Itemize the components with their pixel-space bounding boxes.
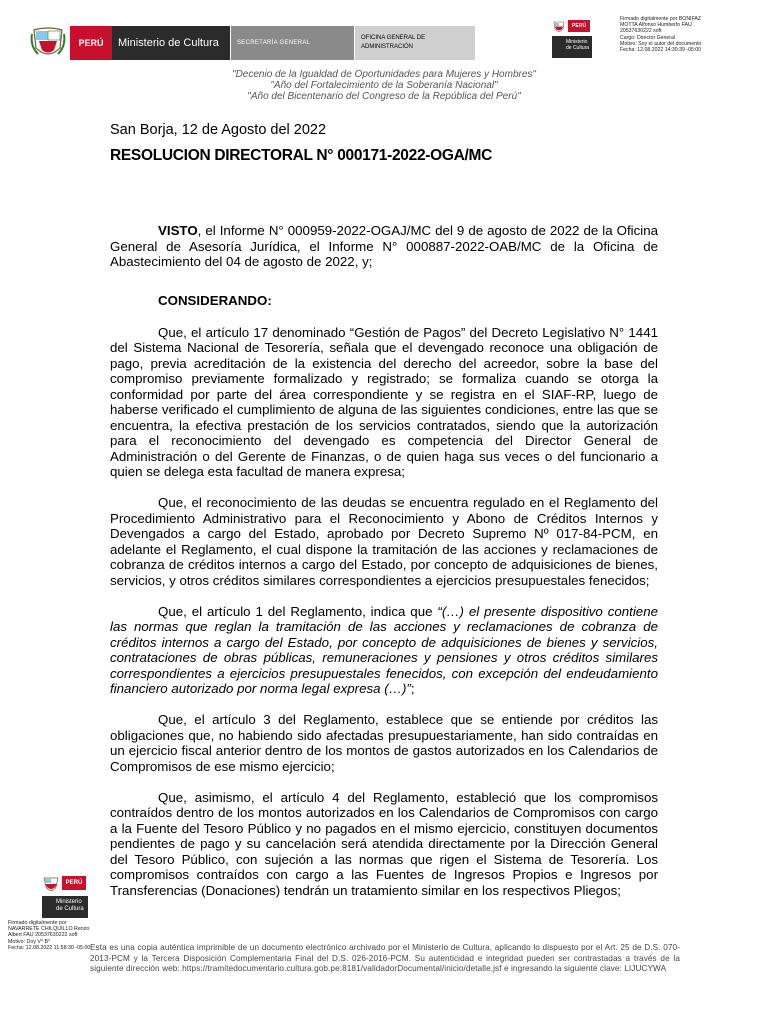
authenticity-note: Esta es una copia auténtica imprimible de un documento electrónico archivado por el Ministerio de Cultura, aplicando lo dispuesto por el Art. 25 de D.S. 070-2013-PCM y la Tercera Disposición Complementaria Final del D.S. 026-2016-PCM. Su autenticidad e integridad pueden ser contrastadas a través de la siguiente dirección web: https://tramitedocumentario.cultura.gob.pe:8181/validadorDocumental/inicio/detalle.jsf e ingresando la siguiente clave: LIJUCYWA <box>90 943 680 973</box>
visto-label: VISTO <box>158 223 198 238</box>
motto-line: "Año del Fortalecimiento de la Soberanía Nacional" <box>270 80 498 91</box>
paragraph-3-quote: “(…) el presente dispositivo contiene las normas que reglan la tramitación de las acciones y reclamaciones de cobranza de créditos internos a cargo del Estado, por concepto de adquisiciones de bienes y servicios, contrataciones de obras públicas, remuneraciones y pensiones y otros créditos similares correspondientes a ejercicios presupuestales fenecidos, con excepción del endeudamiento financiero autorizado por norma legal expresa (…)” <box>110 603 658 696</box>
place-date: San Borja, 12 de Agosto del 2022 <box>110 122 327 138</box>
visto-paragraph <box>110 223 658 270</box>
signature-line: Fecha: 12.08.2022 14:30:39 -05:00 <box>620 47 702 54</box>
oficina-label <box>355 26 475 60</box>
peru-label: PERÚ <box>70 26 112 60</box>
footer-signature-line: Firmado digitalmente por <box>8 920 67 926</box>
signature-line: MOTTA Alfonso Humberto FAU <box>620 22 692 29</box>
footer-logo-ministry: Ministerio de Cultura <box>42 896 88 918</box>
paragraph-3 <box>110 604 658 697</box>
paragraph-3-end: ; <box>410 681 415 696</box>
peru-coat-of-arms-icon <box>30 26 66 60</box>
paragraph-3-lead: Que, el artículo 1 del Reglamento, indica que <box>158 603 438 619</box>
coat-of-arms-icon <box>42 876 60 894</box>
footer-signature-line: NAVARRETE CHILQUILLO Renzo <box>8 926 90 933</box>
footer-signature-line: Motivo: Doy V° B° <box>8 938 51 945</box>
signature-logo-peru: PERÚ <box>568 20 590 32</box>
paragraph-2: Que, el reconocimiento de las deudas se encuentra regulado en el Reglamento del Procedimiento Administrativo para el Reconocimiento y Abono de Créditos Internos y Devengados a cargo del Estado, aprobado por Decreto Supremo Nº 017-84-PCM, en adelante el Reglamento, el cual dispone la tramitación de las acciones y reclamaciones de cobranza de créditos internos a cargo del Estado, por concepto de adquisiciones de bienes, servicios, y otros créditos similares correspondientes a ejercicios presupuestales fenecidos; <box>110 495 658 588</box>
visto-text: , el Informe N° 000959-2022-OGAJ/MC del 9 de agosto de 2022 de la Oficina General de Asesoría Jurídica, el Informe N° 000887-2022-OAB/MC de la Oficina de Abastecimiento del 04 de agosto de 2022, y; <box>110 223 658 269</box>
signature-line: Firmado digitalmente por BONIFAZ <box>620 16 702 22</box>
year-mottos <box>0 69 768 102</box>
document-body <box>110 223 658 898</box>
footer-logo <box>40 874 90 918</box>
ministry-label: Ministerio de Cultura <box>112 26 230 60</box>
resolution-title: RESOLUCION DIRECTORAL N° 000171-2022-OGA/MC <box>110 147 493 164</box>
secretaria-label: SECRETARÍA GENERAL <box>231 26 354 60</box>
paragraph-5: Que, asimismo, el artículo 4 del Reglamento, estableció que los compromisos contraídos dentro de los montos autorizados en los Calendarios de Compromisos con cargo a la Fuente del Tesoro Público y no pagados en el mismo ejercicio, constituyen documentos pendientes de pago y su cancelación será atendida directamente por la Dirección General del Tesoro Público, con sujeción a las normas que rigen el Sistema de Tesorería. Los compromisos contraídos con cargo a las Fuentes de Ingresos Propios e Ingresos por Transferencias (Donaciones) tendrán un tratamiento similar en los respectivos Pliegos; <box>110 789 658 898</box>
coat-of-arms-icon <box>552 20 566 34</box>
oficina-line-1: OFICINA GENERAL DE <box>361 35 426 41</box>
footer-signature-line: Fecha: 12.08.2022 11:58:30 -05:00 <box>8 944 91 951</box>
motto-line: "Año del Bicentenario del Congreso de la República del Perú" <box>247 91 521 102</box>
oficina-line-2: ADMINISTRACIÓN <box>361 44 414 50</box>
signature-details <box>620 16 760 53</box>
signature-line: Motivo: Soy el autor del documento <box>620 40 702 47</box>
signature-line: Cargo: Director General <box>620 34 676 41</box>
footer-logo-peru: PERÚ <box>62 876 86 890</box>
signature-line: 20537630222 soft <box>620 28 662 35</box>
signature-logo <box>552 18 596 58</box>
motto-line: "Decenio de la Igualdad de Oportunidades para Mujeres y Hombres" <box>232 69 536 80</box>
paragraph-4: Que, el artículo 3 del Reglamento, establece que se entiende por créditos las obligaciones que, no habiendo sido afectadas presupuestariamente, han sido contraídas en un ejercicio fiscal anterior dentro de los montos de gastos autorizados en los Calendarios de Compromisos de ese mismo ejercicio; <box>110 712 658 774</box>
considerando-heading: CONSIDERANDO: <box>158 293 272 308</box>
footer-signature-line: Albert FAU 20537630222 soft <box>8 932 78 939</box>
paragraph-1: Que, el artículo 17 denominado “Gestión de Pagos” del Decreto Legislativo N° 1441 del Sistema Nacional de Tesorería, señala que el devengado reconoce una obligación de pago, previa acreditación de la existencia del derecho del acreedor, sobre la base del compromiso previamente formalizado y registrado; se formaliza cuando se otorga la conformidad por parte del área correspondiente y se registra en el SIAF-RP, luego de haberse verificado el cumplimiento de alguna de las siguientes condiciones, entre las que se encuentra, la efectiva prestación de los servicios contratados, siendo que la autorización para el reconocimiento del devengado es competencia del Director General de Administración o del Gerente de Finanzas, o de quien haga sus veces o del funcionario a quien se delega esta facultad de manera expresa; <box>110 324 658 479</box>
signature-logo-ministry: Ministerio de Cultura <box>552 36 592 58</box>
